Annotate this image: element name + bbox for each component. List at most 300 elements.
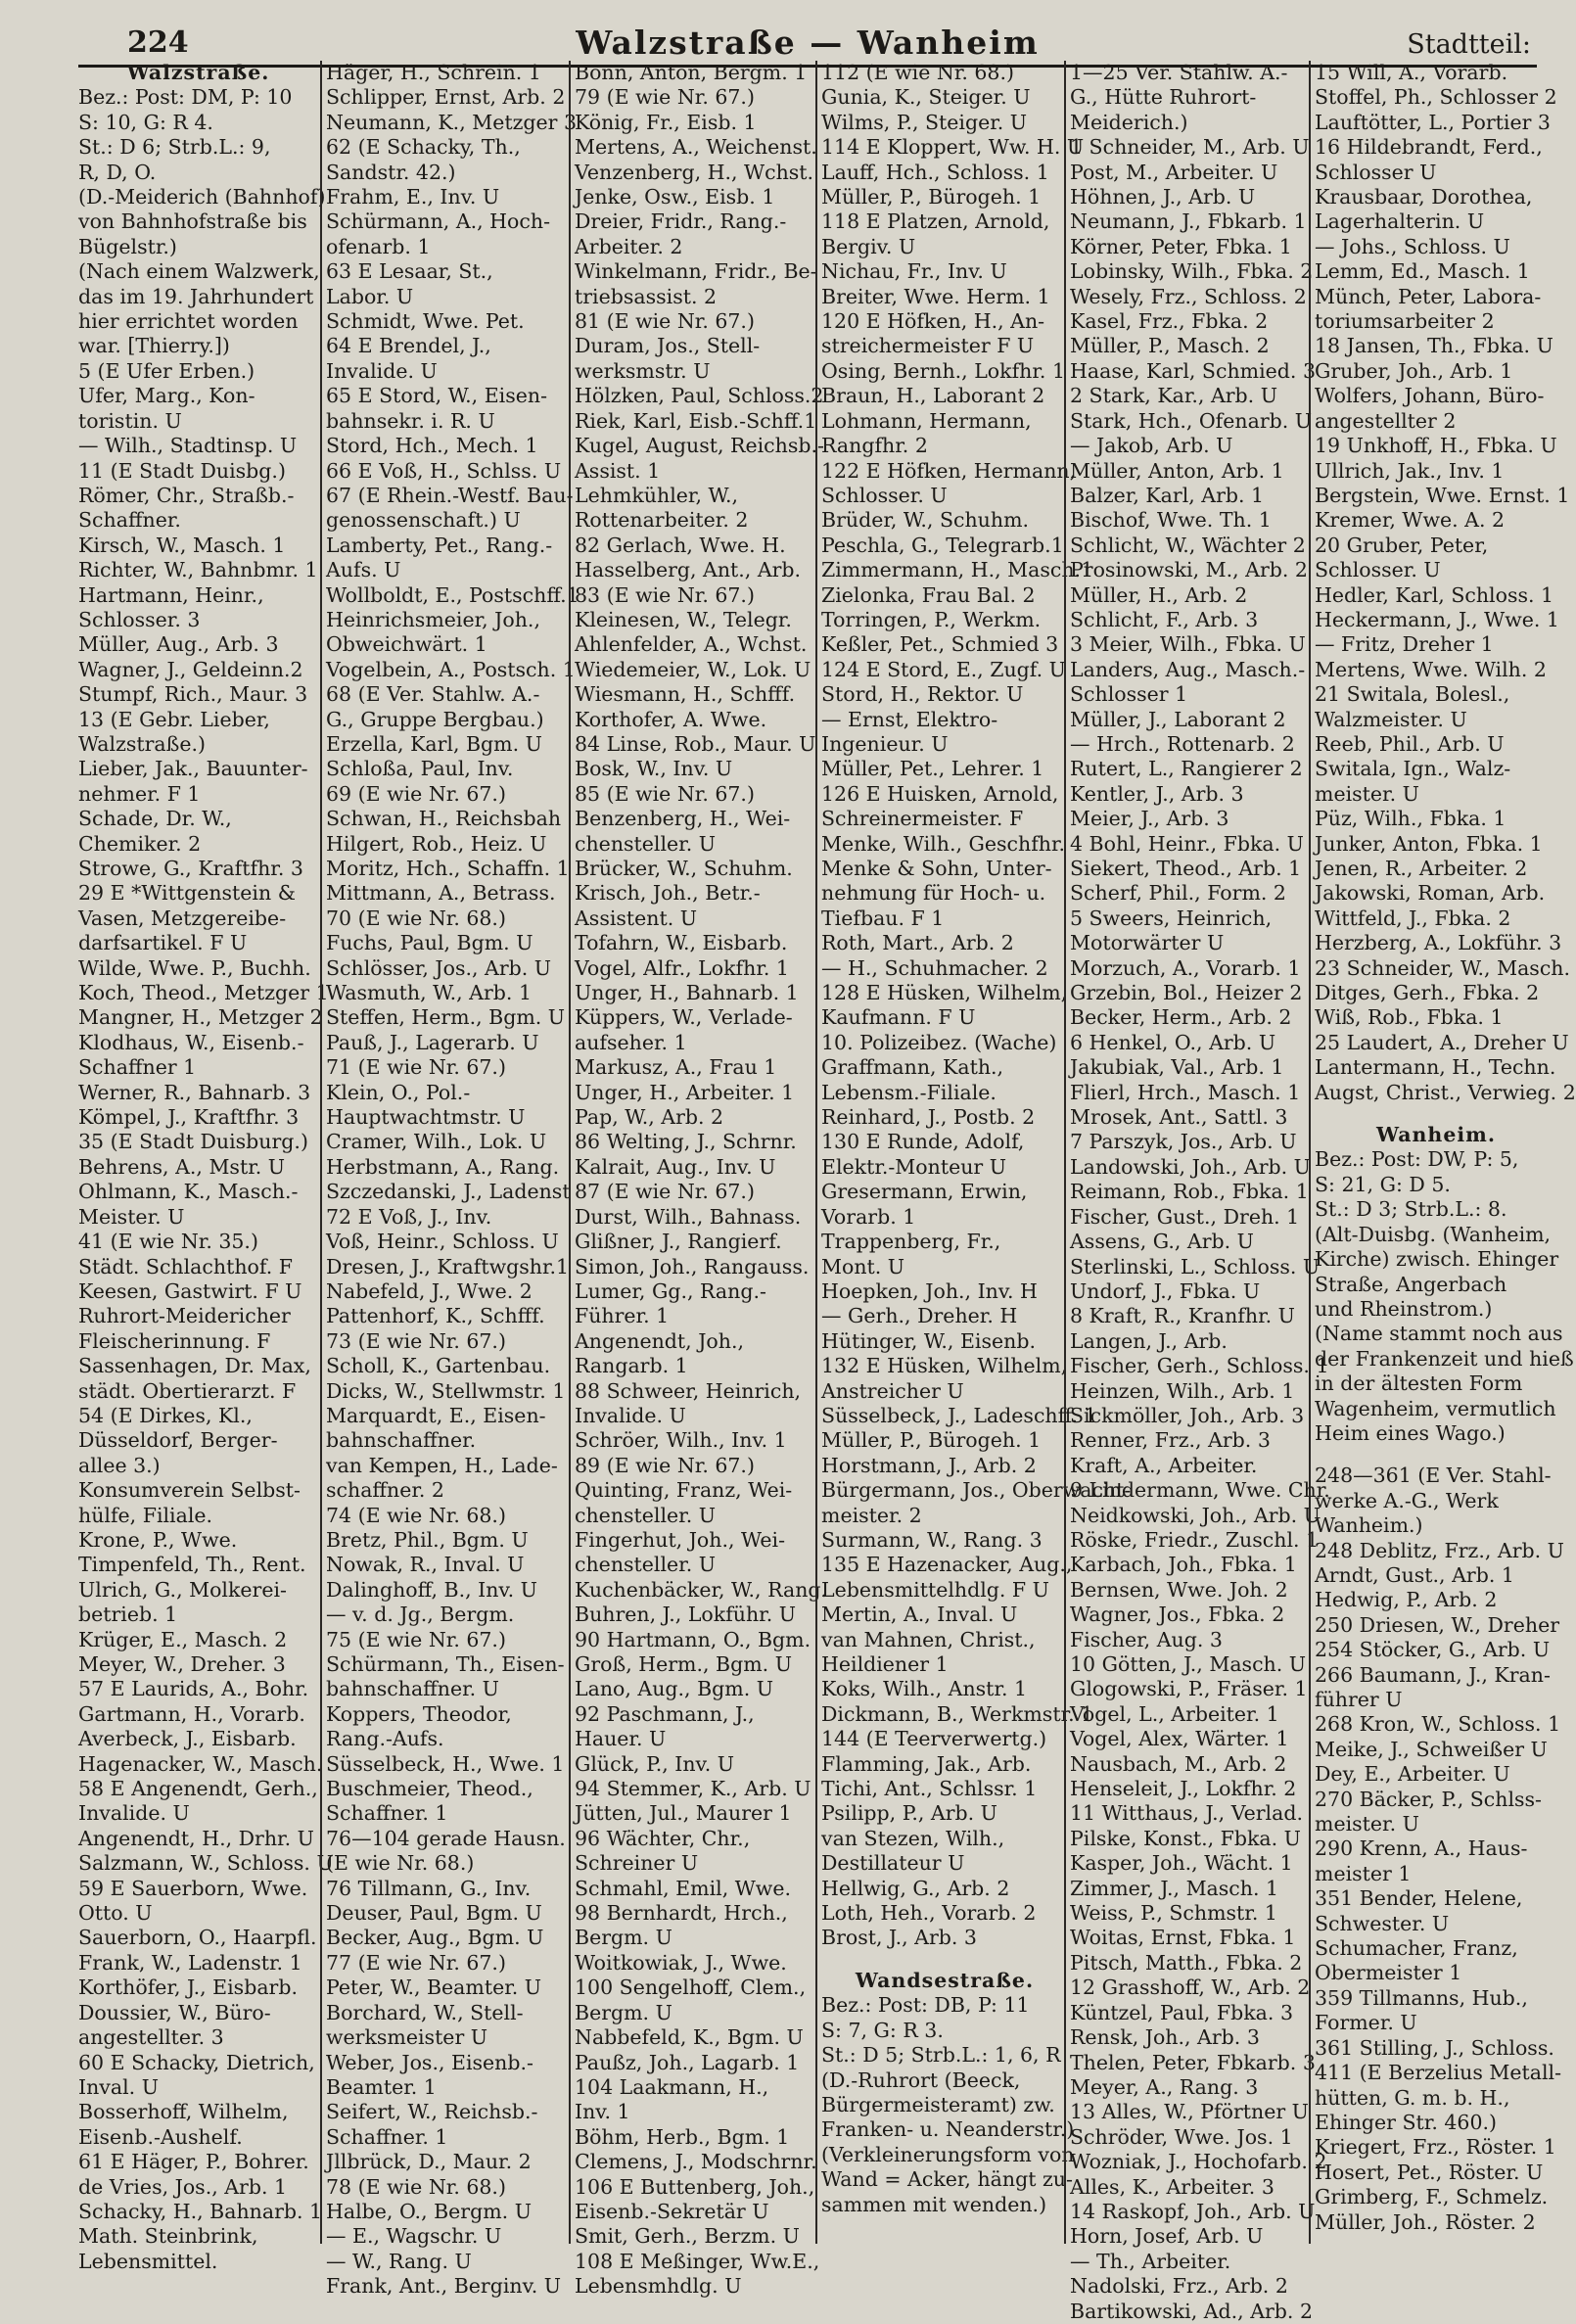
entry-line: 65 E Stord, W., Eisen- — [326, 384, 548, 408]
entry-line: 69 (E wie Nr. 67.) — [326, 781, 506, 806]
entry-line: van Stezen, Wilh., — [821, 1826, 1005, 1850]
entry-line: Thelen, Peter, Fbkarb. 3 — [1070, 2050, 1316, 2074]
entry-line: Sandstr. 42.) — [326, 160, 456, 184]
entry-line: Roth, Mart., Arb. 2 — [821, 931, 1014, 955]
entry-line: Meike, J., Schweißer U — [1315, 1737, 1548, 1761]
entry-line: Peschla, G., Telegrarb.1 — [821, 533, 1064, 557]
entry-line: Marquardt, E., Eisen- — [326, 1403, 546, 1427]
entry-line: Stoffel, Ph., Schlosser 2 — [1315, 85, 1557, 110]
entry-line: Invalide. U — [78, 1801, 190, 1826]
entry-line: Schaffner. 1 — [326, 2124, 448, 2149]
entry-line: Städt. Schlachthof. F — [78, 1254, 293, 1278]
entry-line: Wittfeld, J., Fbka. 2 — [1315, 906, 1511, 930]
entry-line: Eisenb.-Sekretär U — [575, 2199, 769, 2223]
entry-line: 68 (E Ver. Stahlw. A.- — [326, 682, 540, 707]
entry-line: 72 E Voß, J., Inv. — [326, 1204, 492, 1229]
entry-line: Bergstein, Wwe. Ernst. 1 — [1315, 483, 1570, 507]
entry-line: 61 E Häger, P., Bohrer. — [78, 2150, 309, 2174]
entry-line: bahnschaffner. — [326, 1428, 477, 1453]
entry-line: 120 E Höfken, H., An- — [821, 309, 1045, 334]
entry-line: Beamter. 1 — [326, 2074, 437, 2099]
entry-line: das im 19. Jahrhundert — [78, 284, 314, 308]
entry-line: 250 Driesen, W., Dreher — [1315, 1612, 1559, 1637]
entry-line: Wilms, P., Steiger. U — [821, 110, 1028, 134]
entry-line: van Kempen, H., Lade- — [326, 1453, 558, 1477]
entry-line: Jakowski, Roman, Arb. — [1315, 881, 1546, 906]
entry-line: Bergiv. U — [821, 234, 916, 258]
entry-line: Dicks, W., Stellwmstr. 1 — [326, 1378, 566, 1403]
entry-line: 13 Alles, W., Pförtner U — [1070, 2100, 1309, 2124]
entry-line: 54 (E Dirkes, Kl., — [78, 1403, 253, 1427]
entry-line: meister. U — [1315, 781, 1419, 806]
entry-line: Römer, Chr., Straßb.- — [78, 483, 295, 507]
entry-line: Gruber, Joh., Arb. 1 — [1315, 358, 1513, 383]
entry-line: Anstreicher U — [821, 1378, 964, 1403]
entry-line: Stumpf, Rich., Maur. 3 — [78, 682, 308, 707]
entry-line: Keesen, Gastwirt. F U — [78, 1278, 302, 1303]
entry-line: Seifert, W., Reichsb.- — [326, 2100, 538, 2124]
entry-line: Ehinger Str. 460.) — [1315, 2110, 1498, 2134]
entry-line: 268 Kron, W., Schloss. 1 — [1315, 1712, 1561, 1737]
entry-line: Glißner, J., Rangierf. — [575, 1230, 782, 1254]
entry-line: meister. U — [1315, 1812, 1419, 1836]
entry-line: Jllbrück, D., Maur. 2 — [326, 2150, 532, 2174]
entry-line: 83 (E wie Nr. 67.) — [575, 582, 755, 607]
entry-line: 77 (E wie Nr. 67.) — [326, 1950, 506, 1975]
entry-line: Frank, Ant., Berginv. U — [326, 2274, 562, 2299]
entry-line: Clemens, J., Modschrnr. — [575, 2150, 817, 2174]
entry-line: G., Hütte Ruhrort- — [1070, 85, 1257, 110]
entry-line: 114 E Kloppert, Ww. H. U — [821, 135, 1085, 160]
entry-line: Korthöfer, J., Eisbarb. — [78, 1975, 298, 2000]
entry-line: Schaffner 1 — [78, 1055, 197, 1080]
entry-line: Vogelbein, A., Postsch. 1 — [326, 657, 576, 681]
entry-line: Bretz, Phil., Bgm. U — [326, 1527, 529, 1552]
spacer — [1315, 1105, 1557, 1123]
entry-line: Krüger, E., Masch. 2 — [78, 1627, 288, 1651]
entry-line: 79 (E wie Nr. 67.) — [575, 85, 755, 110]
entry-line: Vogel, Alfr., Lokfhr. 1 — [575, 955, 789, 980]
entry-line: Hosert, Pet., Röster. U — [1315, 2160, 1544, 2184]
entry-line: Braun, H., Laborant 2 — [821, 384, 1045, 408]
entry-line: Pap, W., Arb. 2 — [575, 1105, 724, 1130]
entry-line: Herzberg, A., Lokführ. 3 — [1315, 931, 1562, 955]
entry-line: Flamming, Jak., Arb. — [821, 1751, 1032, 1776]
entry-line: Lauff, Hch., Schloss. 1 — [821, 160, 1049, 184]
entry-line: 126 E Huisken, Arnold, — [821, 781, 1059, 806]
entry-line: Müller, P., Masch. 2 — [1070, 334, 1270, 358]
entry-line: 90 Hartmann, O., Bgm. — [575, 1627, 811, 1651]
entry-line: Nowak, R., Inval. U — [326, 1553, 525, 1577]
entry-line: Lauftötter, L., Portier 3 — [1315, 110, 1551, 134]
entry-line: — v. d. Jg., Bergm. — [326, 1603, 515, 1627]
entry-line: in der ältesten Form — [1315, 1371, 1523, 1396]
entry-line: Tofahrn, W., Eisbarb. — [575, 931, 788, 955]
entry-line: — W., Rang. U — [326, 2249, 472, 2273]
entry-line: Dey, E., Arbeiter. U — [1315, 1762, 1510, 1787]
entry-line: Jütten, Jul., Maurer 1 — [575, 1801, 792, 1826]
entry-line: 10. Polizeibez. (Wache) — [821, 1030, 1057, 1054]
entry-line: Sterlinski, L., Schloss. U — [1070, 1254, 1321, 1278]
entry-line: Küntzel, Paul, Fbka. 3 — [1070, 2000, 1293, 2024]
entry-line: 58 E Angenendt, Gerh., — [78, 1777, 318, 1801]
entry-line: der Frankenzeit und hieß — [1315, 1346, 1574, 1371]
entry-line: 18 Jansen, Th., Fbka. U — [1315, 334, 1553, 358]
entry-line: Averbeck, J., Eisbarb. — [78, 1727, 297, 1751]
entry-line: 254 Stöcker, G., Arb. U — [1315, 1638, 1551, 1662]
running-title: Walzstraße — Wanheim — [576, 23, 1040, 62]
entry-line: Lobinsky, Wilh., Fbka. 2 — [1070, 259, 1314, 284]
entry-line: 5 Sweers, Heinrich, — [1070, 906, 1273, 930]
entry-line: Glück, P., Inv. U — [575, 1751, 735, 1776]
entry-line: 290 Krenn, A., Haus- — [1315, 1836, 1528, 1861]
entry-line: werke A.-G., Werk — [1315, 1488, 1499, 1512]
entry-line: König, Fr., Eisb. 1 — [575, 110, 757, 134]
entry-line: Glogowski, P., Fräser. 1 — [1070, 1677, 1308, 1701]
entry-line: Venzenberg, H., Wchst. — [575, 160, 814, 184]
entry-line: Unger, H., Arbeiter. 1 — [575, 1080, 795, 1104]
entry-line: 25 Laudert, A., Dreher U — [1315, 1030, 1569, 1054]
entry-line: werksmstr. U — [575, 358, 711, 383]
entry-line: Heim eines Wago.) — [1315, 1420, 1506, 1445]
entry-line: Dalinghoff, B., Inv. U — [326, 1577, 537, 1602]
entry-line: Reimann, Rob., Fbka. 1 — [1070, 1180, 1309, 1204]
entry-line: Lano, Aug., Bgm. U — [575, 1677, 774, 1701]
entry-line: Führer. 1 — [575, 1304, 670, 1328]
entry-line: Assist. 1 — [575, 458, 661, 483]
entry-line: 266 Baumann, J., Kran- — [1315, 1662, 1551, 1687]
entry-line: Pauß, J., Lagerarb. U — [326, 1030, 539, 1054]
entry-line: Schaffner. 1 — [326, 1801, 448, 1826]
entry-line: Mittmann, A., Betrass. — [326, 881, 556, 906]
entry-line: Schürmann, A., Hoch- — [326, 209, 551, 234]
entry-line: — H., Schuhmacher. 2 — [821, 955, 1048, 980]
entry-line: Durst, Wilh., Bahnass. — [575, 1204, 802, 1229]
entry-line: Röske, Friedr., Zuschl. 1 — [1070, 1527, 1320, 1552]
entry-line: war. [Thierry.]) — [78, 334, 230, 358]
entry-line: Otto. U — [78, 1901, 153, 1926]
entry-line: 144 (E Teerverwertg.) — [821, 1727, 1047, 1751]
entry-line: Weber, Jos., Eisenb.- — [326, 2050, 533, 2074]
entry-line: 84 Linse, Rob., Maur. U — [575, 731, 816, 756]
entry-line: Flierl, Hrch., Masch. 1 — [1070, 1080, 1301, 1104]
entry-line: 98 Bernhardt, Hrch., — [575, 1901, 788, 1926]
entry-line: Obweichwärt. 1 — [326, 632, 487, 657]
entry-line: Wagner, J., Geldeinn.2 — [78, 657, 303, 681]
entry-line: Alles, K., Arbeiter. 3 — [1070, 2174, 1275, 2199]
entry-line: 248 Deblitz, Frz., Arb. U — [1315, 1538, 1564, 1562]
entry-line: 130 E Runde, Adolf, — [821, 1130, 1025, 1154]
entry-line: Lebensm.-Filiale. — [821, 1080, 997, 1104]
entry-line: Ufer, Marg., Kon- — [78, 384, 255, 408]
entry-line: Lebensmittelhdlg. F U — [821, 1577, 1049, 1602]
entry-line: St.: D 3; Strb.L.: 8. — [1315, 1197, 1507, 1222]
entry-line: Lehmkühler, W., — [575, 483, 739, 507]
entry-line: Kentler, J., Arb. 3 — [1070, 781, 1244, 806]
entry-line: Mertin, A., Inval. U — [821, 1603, 1018, 1627]
entry-line: Weiss, P., Schmstr. 1 — [1070, 1901, 1277, 1926]
entry-line: S: 7, G: R 3. — [821, 2018, 944, 2042]
entry-line: Körner, Peter, Fbka. 1 — [1070, 234, 1292, 258]
entry-line: Wiß, Rob., Fbka. 1 — [1315, 1005, 1504, 1030]
entry-line: Loth, Heh., Vorarb. 2 — [821, 1901, 1037, 1926]
entry-line: Kugel, August, Reichsb.- — [575, 434, 824, 458]
entry-line: Mrosek, Ant., Sattl. 3 — [1070, 1105, 1288, 1130]
entry-line: Höhnen, J., Arb. U — [1070, 185, 1256, 209]
entry-line: Buhren, J., Lokführ. U — [575, 1603, 797, 1627]
entry-line: ofenarb. 1 — [326, 234, 431, 258]
entry-line: 70 (E wie Nr. 68.) — [326, 906, 506, 930]
entry-line: Aufs. U — [326, 558, 401, 582]
entry-line: Voß, Heinr., Schloss. U — [326, 1230, 559, 1254]
entry-line: Jenen, R., Arbeiter. 2 — [1315, 857, 1528, 880]
entry-line: Kaufmann. F U — [821, 1005, 976, 1030]
entry-line: Müller, P., Bürogeh. 1 — [821, 1428, 1042, 1453]
entry-line: — Th., Arbeiter. — [1070, 2249, 1231, 2273]
entry-line: Tiefbau. F 1 — [821, 906, 945, 930]
directory-column-2 — [320, 61, 579, 2299]
entry-line: Brüder, W., Schuhm. — [821, 508, 1030, 533]
entry-line: Rangarb. 1 — [575, 1354, 688, 1378]
entry-line: Hauer. U — [575, 1727, 667, 1751]
entry-line: Kalrait, Aug., Inv. U — [575, 1154, 776, 1179]
entry-line: 124 E Stord, E., Zugf. U — [821, 657, 1066, 681]
entry-line: Fuchs, Paul, Bgm. U — [326, 931, 533, 955]
entry-line: Zielonka, Frau Bal. 2 — [821, 582, 1036, 607]
entry-line: Mertens, Wwe. Wilh. 2 — [1315, 657, 1547, 681]
entry-line: Junker, Anton, Fbka. 1 — [1315, 831, 1543, 856]
entry-line: van Mahnen, Christ., — [821, 1627, 1036, 1651]
entry-line: 15 Will, A., Vorarb. — [1315, 61, 1508, 84]
entry-line: Hedwig, P., Arb. 2 — [1315, 1588, 1498, 1612]
entry-line: 112 (E wie Nr. 68.) — [821, 61, 1014, 84]
entry-line: St.: D 6; Strb.L.: 9, — [78, 135, 271, 160]
entry-line: Smit, Gerh., Berzm. U — [575, 2224, 800, 2249]
entry-line: triebsassist. 2 — [575, 284, 718, 308]
entry-line: Scholl, K., Gartenbau. — [326, 1354, 551, 1378]
entry-line: Hilgert, Rob., Heiz. U — [326, 831, 547, 856]
entry-line: — Gerh., Dreher. H — [821, 1304, 1018, 1328]
entry-line: Werner, R., Bahnarb. 3 — [78, 1080, 311, 1104]
entry-line: Schlicht, W., Wächter 2 — [1070, 533, 1306, 557]
entry-line: Groß, Herm., Bgm. U — [575, 1652, 792, 1676]
entry-line: 21 Switala, Bolesl., — [1315, 682, 1510, 707]
entry-line: Invalide. U — [575, 1403, 686, 1427]
entry-line: Sassenhagen, Dr. Max, — [78, 1354, 311, 1378]
entry-line: Prosinowski, M., Arb. 2 — [1070, 558, 1308, 582]
entry-line: Ditges, Gerh., Fbka. 2 — [1315, 981, 1540, 1005]
entry-line: Erzella, Karl, Bgm. U — [326, 731, 542, 756]
entry-line: Brost, J., Arb. 3 — [821, 1926, 977, 1950]
entry-line: Jenke, Osw., Eisb. 1 — [575, 185, 775, 209]
entry-line: 76—104 gerade Hausn. — [326, 1826, 566, 1850]
entry-line: Düsseldorf, Berger- — [78, 1428, 278, 1453]
entry-line: Hellwig, G., Arb. 2 — [821, 1876, 1010, 1900]
entry-line: — Wilh., Stadtinsp. U — [78, 434, 298, 458]
entry-line: Meier, J., Arb. 3 — [1070, 807, 1229, 831]
entry-line: Lieber, Jak., Bauunter- — [78, 757, 308, 781]
entry-line: Meyer, W., Dreher. 3 — [78, 1652, 286, 1676]
entry-line: Hauptwachtmstr. U — [326, 1105, 526, 1130]
entry-line: Bosserhoff, Wilhelm, — [78, 2100, 289, 2124]
entry-line: Strowe, G., Kraftfhr. 3 — [78, 857, 303, 880]
entry-line: Wollboldt, E., Postschff.1 — [326, 582, 579, 607]
entry-line: Klodhaus, W., Eisenb.- — [78, 1030, 304, 1054]
entry-line: Schacky, H., Bahnarb. 1 — [78, 2199, 323, 2223]
entry-line: (E wie Nr. 68.) — [326, 1851, 475, 1876]
entry-line: 122 E Höfken, Hermann, — [821, 458, 1077, 483]
entry-line: Koch, Theod., Metzger 1 — [78, 981, 329, 1005]
entry-line: Labor. U — [326, 284, 414, 308]
entry-line: 100 Sengelhoff, Clem., — [575, 1975, 807, 2000]
entry-line: Arndt, Gust., Arb. 1 — [1315, 1562, 1514, 1587]
entry-line: 5 (E Ufer Erben.) — [78, 358, 255, 383]
entry-line: Stark, Hch., Ofenarb. U — [1070, 408, 1313, 433]
entry-line: Tichi, Ant., Schlssr. 1 — [821, 1777, 1038, 1801]
entry-line: 57 E Laurids, A., Bohr. — [78, 1677, 309, 1701]
entry-line: G., Gruppe Bergbau.) — [326, 707, 544, 731]
entry-line: Inv. 1 — [575, 2100, 630, 2124]
entry-line: Destillateur U — [821, 1851, 965, 1876]
entry-line: de Vries, Jos., Arb. 1 — [78, 2174, 288, 2199]
entry-line: 59 E Sauerborn, Wwe. — [78, 1876, 308, 1900]
entry-line: Math. Steinbrink, — [78, 2224, 258, 2249]
entry-line: (Name stammt noch aus — [1315, 1322, 1563, 1346]
entry-line: Lumer, Gg., Rang.- — [575, 1278, 766, 1303]
entry-line: Meyer, A., Rang. 3 — [1070, 2074, 1259, 2099]
entry-line: — Jakob, Arb. U — [1070, 434, 1233, 458]
entry-line: Sauerborn, O., Haarpfl. — [78, 1926, 317, 1950]
entry-line: Frahm, E., Inv. U — [326, 185, 500, 209]
entry-line: 86 Welting, J., Schrnr. — [575, 1130, 797, 1154]
entry-line: Surmann, W., Rang. 3 — [821, 1527, 1043, 1552]
entry-line: Grimberg, F., Schmelz. — [1315, 2185, 1549, 2209]
entry-line: Straße, Angerbach — [1315, 1272, 1507, 1296]
entry-line: Bez.: Post: DM, P: 10 — [78, 85, 293, 110]
entry-line: Kleinesen, W., Telegr. — [575, 607, 792, 631]
entry-line: Kasper, Joh., Wächt. 1 — [1070, 1851, 1293, 1876]
entry-line: Pitsch, Matth., Fbka. 2 — [1070, 1950, 1303, 1975]
entry-line: 35 (E Stadt Duisburg.) — [78, 1130, 308, 1154]
entry-line: Trappenberg, Fr., — [821, 1230, 1001, 1254]
entry-line: Quinting, Franz, Wei- — [575, 1478, 793, 1503]
entry-line: Vogel, L., Arbeiter. 1 — [1070, 1701, 1279, 1726]
entry-line: Switala, Ign., Walz- — [1315, 757, 1511, 781]
entry-line: Heinzen, Wilh., Arb. 1 — [1070, 1378, 1295, 1403]
entry-line: 12 Grasshoff, W., Arb. 2 — [1070, 1975, 1311, 2000]
entry-line: Wasmuth, W., Arb. 1 — [326, 981, 532, 1005]
entry-line: (D.-Ruhrort (Beeck, — [821, 2068, 1021, 2092]
entry-line: Hagenacker, W., Masch. — [78, 1751, 323, 1776]
entry-line: Timpenfeld, Th., Rent. — [78, 1553, 306, 1577]
entry-line: Eisenb.-Aushelf. — [78, 2124, 243, 2149]
entry-line: führer U — [1315, 1688, 1403, 1711]
entry-line: Frank, W., Ladenstr. 1 — [78, 1950, 302, 1975]
entry-line: Simon, Joh., Rangauss. — [575, 1254, 810, 1278]
entry-line: Schmahl, Emil, Wwe. — [575, 1876, 791, 1900]
entry-line: Menke, Wilh., Geschfhr. — [821, 831, 1066, 856]
entry-line: Dresen, J., Kraftwgshr.1 — [326, 1254, 570, 1278]
entry-line: Kirsch, W., Masch. 1 — [78, 533, 286, 557]
entry-line: Schreiner U — [575, 1851, 699, 1876]
entry-line: 1 Schneider, M., Arb. U — [1070, 135, 1310, 160]
entry-line: Renner, Frz., Arb. 3 — [1070, 1428, 1271, 1453]
entry-line: betrieb. 1 — [78, 1603, 178, 1627]
entry-line: 29 E *Wittgenstein & — [78, 881, 296, 906]
entry-line: Schade, Dr. W., — [78, 807, 232, 831]
entry-line: Schröer, Wilh., Inv. 1 — [575, 1428, 787, 1453]
entry-line: Konsumverein Selbst- — [78, 1478, 301, 1503]
entry-line: 9 Lindermann, Wwe. Chr. — [1070, 1478, 1330, 1503]
entry-line: — Fritz, Dreher 1 — [1315, 632, 1494, 657]
entry-line: Ahlenfelder, A., Wchst. — [575, 632, 808, 657]
entry-line: Wiedemeier, W., Lok. U — [575, 657, 811, 681]
entry-line: Süsselbeck, J., Ladeschff. 1 — [821, 1403, 1097, 1427]
entry-line: Süsselbeck, H., Wwe. 1 — [326, 1751, 565, 1776]
entry-line: 11 (E Stadt Duisbg.) — [78, 458, 286, 483]
entry-line: (D.-Meiderich (Bahnhof) — [78, 185, 326, 209]
entry-line: Torringen, P., Werkm. — [821, 607, 1042, 631]
entry-line: Wiesmann, H., Schfff. — [575, 682, 796, 707]
entry-line: Rensk, Joh., Arb. 3 — [1070, 2025, 1260, 2050]
entry-line: Kriegert, Frz., Röster. 1 — [1315, 2135, 1556, 2160]
entry-line: Lohmann, Hermann, — [821, 408, 1032, 433]
entry-line: Mangner, H., Metzger 2 — [78, 1005, 323, 1030]
entry-line: Elektr.-Monteur U — [821, 1154, 1007, 1179]
entry-line: Graffmann, Kath., — [821, 1055, 1004, 1080]
entry-line: Jakubiak, Val., Arb. 1 — [1070, 1055, 1284, 1080]
entry-line: Schlosser. U — [1315, 558, 1441, 582]
entry-line: Schlipper, Ernst, Arb. 2 — [326, 85, 566, 110]
entry-line: Wanheim.) — [1315, 1513, 1423, 1538]
entry-line: Steffen, Herm., Bgm. U — [326, 1005, 566, 1030]
entry-line: Behrens, A., Mstr. U — [78, 1154, 286, 1179]
entry-line: Küppers, W., Verlade- — [575, 1005, 793, 1030]
entry-line: schaffner. 2 — [326, 1478, 444, 1503]
entry-line: Ohlmann, K., Masch.- — [78, 1180, 299, 1204]
entry-line: toriumsarbeiter 2 — [1315, 309, 1495, 334]
entry-line: 4 Bohl, Heinr., Fbka. U — [1070, 831, 1304, 856]
entry-line: 78 (E wie Nr. 68.) — [326, 2174, 506, 2199]
entry-line: 411 (E Berzelius Metall- — [1315, 2061, 1562, 2085]
entry-line: Müller, Anton, Arb. 1 — [1070, 458, 1284, 483]
entry-line: 73 (E wie Nr. 67.) — [326, 1328, 506, 1353]
entry-line: Undorf, J., Fbka. U — [1070, 1278, 1261, 1303]
entry-line: Ruhrort-Meidericher — [78, 1304, 291, 1328]
page-number: 224 — [127, 25, 189, 60]
entry-line: 361 Stilling, J., Schloss. — [1315, 2035, 1554, 2060]
entry-line: 8 Kraft, R., Kranfhr. U — [1070, 1304, 1295, 1328]
entry-line: Benzenberg, H., Wei- — [575, 807, 791, 831]
entry-line: Schürmann, Th., Eisen- — [326, 1652, 565, 1676]
entry-line: Hütinger, W., Eisenb. — [821, 1328, 1036, 1353]
entry-line: Becker, Aug., Bgm. U — [326, 1926, 544, 1950]
entry-line: meister. 2 — [821, 1503, 922, 1527]
entry-line: Schmidt, Wwe. Pet. — [326, 309, 525, 334]
entry-line: Duram, Jos., Stell- — [575, 334, 761, 358]
entry-line: Gunia, K., Steiger. U — [821, 85, 1031, 110]
entry-line: Franken- u. Neanderstr.) — [821, 2117, 1075, 2142]
entry-line: Lantermann, H., Techn. — [1315, 1055, 1556, 1080]
entry-line: Pilske, Konst., Fbka. U — [1070, 1826, 1301, 1850]
entry-line: Assistent. U — [575, 906, 698, 930]
entry-line: Müller, J., Laborant 2 — [1070, 707, 1286, 731]
entry-line: 11 Witthaus, J., Verlad. — [1070, 1801, 1303, 1826]
entry-line: Müller, Joh., Röster. 2 — [1315, 2209, 1536, 2234]
entry-line: Rottenarbeiter. 2 — [575, 508, 749, 533]
entry-line: Hartmann, Heinr., — [78, 582, 264, 607]
entry-line: werksmeister U — [326, 2025, 488, 2050]
